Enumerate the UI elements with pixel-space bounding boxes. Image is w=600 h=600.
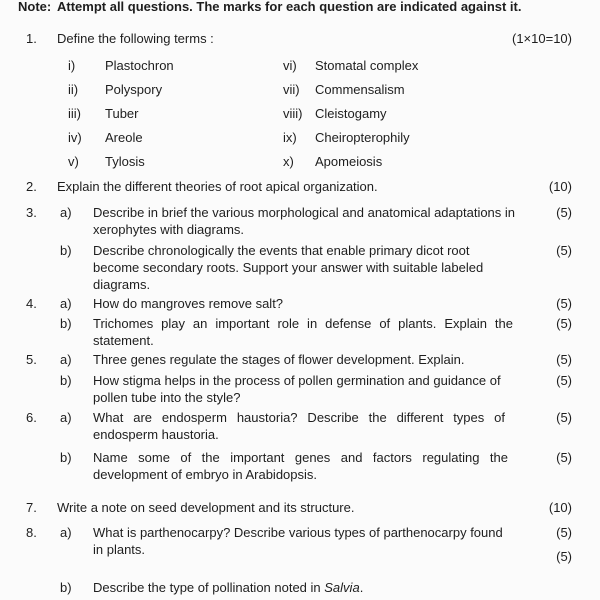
question-6a bbox=[0, 409, 600, 443]
question-number: 5. bbox=[26, 352, 37, 367]
term-numeral: x) bbox=[283, 154, 294, 169]
marks-value: (10) bbox=[548, 179, 572, 194]
part-text: Name some of the important genes and factors regulating the development of embryo in Arabidopsis. bbox=[93, 450, 508, 482]
part-text-after: . bbox=[359, 580, 364, 595]
part-text: What are endosperm haustoria? Describe the different types of endosperm haustoria. bbox=[93, 410, 505, 442]
question-3b bbox=[0, 242, 600, 293]
question-6 bbox=[0, 409, 600, 483]
term-row bbox=[0, 105, 600, 122]
part-letter: b) bbox=[60, 450, 72, 465]
note bbox=[0, 0, 600, 15]
question-text: Explain the different theories of root apical organization. bbox=[57, 179, 378, 194]
question-8b bbox=[0, 579, 600, 596]
term-numeral: ii) bbox=[68, 82, 79, 97]
part-text: How do mangroves remove salt? bbox=[93, 296, 284, 311]
question-5b bbox=[0, 372, 600, 406]
marks-value: (5) bbox=[556, 243, 572, 258]
term-numeral: vi) bbox=[283, 58, 297, 73]
question-8a bbox=[0, 524, 600, 565]
note-text: Attempt all questions. The marks for each question are indicated against it. bbox=[57, 0, 522, 14]
term-label: Plastochron bbox=[105, 58, 174, 73]
marks-value: (10) bbox=[548, 500, 572, 515]
question-number: 3. bbox=[26, 205, 37, 220]
question-1 bbox=[0, 30, 600, 47]
term-row bbox=[0, 81, 600, 98]
part-letter: b) bbox=[60, 243, 72, 258]
part-text: How stigma helps in the process of pollen germination and guidance of pollen tube into the style? bbox=[93, 373, 501, 405]
marks-value: (5) bbox=[556, 525, 572, 540]
term-numeral: v) bbox=[68, 154, 79, 169]
part-letter: a) bbox=[60, 525, 72, 540]
marks-value: (5) bbox=[556, 316, 572, 331]
question-number: 6. bbox=[26, 410, 37, 425]
part-letter: a) bbox=[60, 352, 72, 367]
marks-value: (5) bbox=[556, 373, 572, 388]
part-text: What is parthenocarpy? Describe various types of parthenocarpy found in plants. bbox=[93, 525, 503, 557]
marks-value: (5) bbox=[556, 205, 572, 220]
term-label: Commensalism bbox=[315, 82, 405, 97]
marks-value: (5) bbox=[556, 450, 572, 465]
question-text: Write a note on seed development and its structure. bbox=[57, 500, 355, 515]
question-4a bbox=[0, 295, 600, 312]
marks-stack bbox=[548, 524, 572, 565]
term-label: Tuber bbox=[105, 106, 139, 121]
marks-value: (5) bbox=[556, 410, 572, 425]
question-number: 7. bbox=[26, 500, 37, 515]
term-label: Cheiropterophily bbox=[315, 130, 410, 145]
term-label: Polyspory bbox=[105, 82, 163, 97]
part-letter: b) bbox=[60, 316, 72, 331]
term-numeral: iii) bbox=[68, 106, 81, 121]
term-row bbox=[0, 153, 600, 170]
terms-list bbox=[0, 57, 600, 170]
term-numeral: i) bbox=[68, 58, 76, 73]
part-text: Describe in brief the various morphological and anatomical adaptations in xerophytes with diagrams. bbox=[93, 205, 516, 237]
question-8 bbox=[0, 524, 600, 596]
part-letter: b) bbox=[60, 580, 72, 595]
part-text: Three genes regulate the stages of flower development. Explain. bbox=[93, 352, 465, 367]
part-text: Trichomes play an important role in defense of plants. Explain the statement. bbox=[93, 316, 513, 348]
term-label: Cleistogamy bbox=[315, 106, 387, 121]
question-5a bbox=[0, 351, 600, 368]
part-letter: b) bbox=[60, 373, 72, 388]
question-7 bbox=[0, 499, 600, 516]
term-label: Tylosis bbox=[105, 154, 145, 169]
part-letter: a) bbox=[60, 410, 72, 425]
term-row bbox=[0, 57, 600, 74]
term-numeral: viii) bbox=[283, 106, 303, 121]
question-6b bbox=[0, 449, 600, 483]
part-letter: a) bbox=[60, 296, 72, 311]
part-text-before: Describe the type of pollination noted in bbox=[93, 580, 325, 595]
part-text bbox=[93, 579, 363, 596]
question-number: 2. bbox=[26, 179, 37, 194]
term-numeral: ix) bbox=[283, 130, 297, 145]
species-name: Salvia bbox=[324, 580, 360, 595]
note-label: Note: bbox=[18, 0, 52, 14]
marks-value: (5) bbox=[556, 296, 572, 311]
term-label: Apomeiosis bbox=[315, 154, 383, 169]
term-numeral: vii) bbox=[283, 82, 300, 97]
question-number: 8. bbox=[26, 525, 37, 540]
question-2 bbox=[0, 178, 600, 195]
question-5 bbox=[0, 351, 600, 406]
part-letter: a) bbox=[60, 205, 72, 220]
marks-value: (5) bbox=[556, 352, 572, 367]
question-4b bbox=[0, 315, 600, 349]
question-number: 4. bbox=[26, 296, 37, 311]
term-row bbox=[0, 129, 600, 146]
question-number: 1. bbox=[26, 31, 37, 46]
term-numeral: iv) bbox=[68, 130, 82, 145]
part-text: Describe chronologically the events that enable primary dicot root become secondary roots. Support your answer with suitable labeled diagrams. bbox=[93, 243, 484, 292]
marks-value: (1×10=10) bbox=[512, 31, 572, 46]
term-label: Areole bbox=[105, 130, 143, 145]
marks-value: (5) bbox=[556, 549, 572, 564]
question-3a bbox=[0, 204, 600, 238]
question-3 bbox=[0, 204, 600, 293]
term-label: Stomatal complex bbox=[315, 58, 419, 73]
question-text: Define the following terms : bbox=[57, 31, 214, 46]
question-4 bbox=[0, 295, 600, 349]
